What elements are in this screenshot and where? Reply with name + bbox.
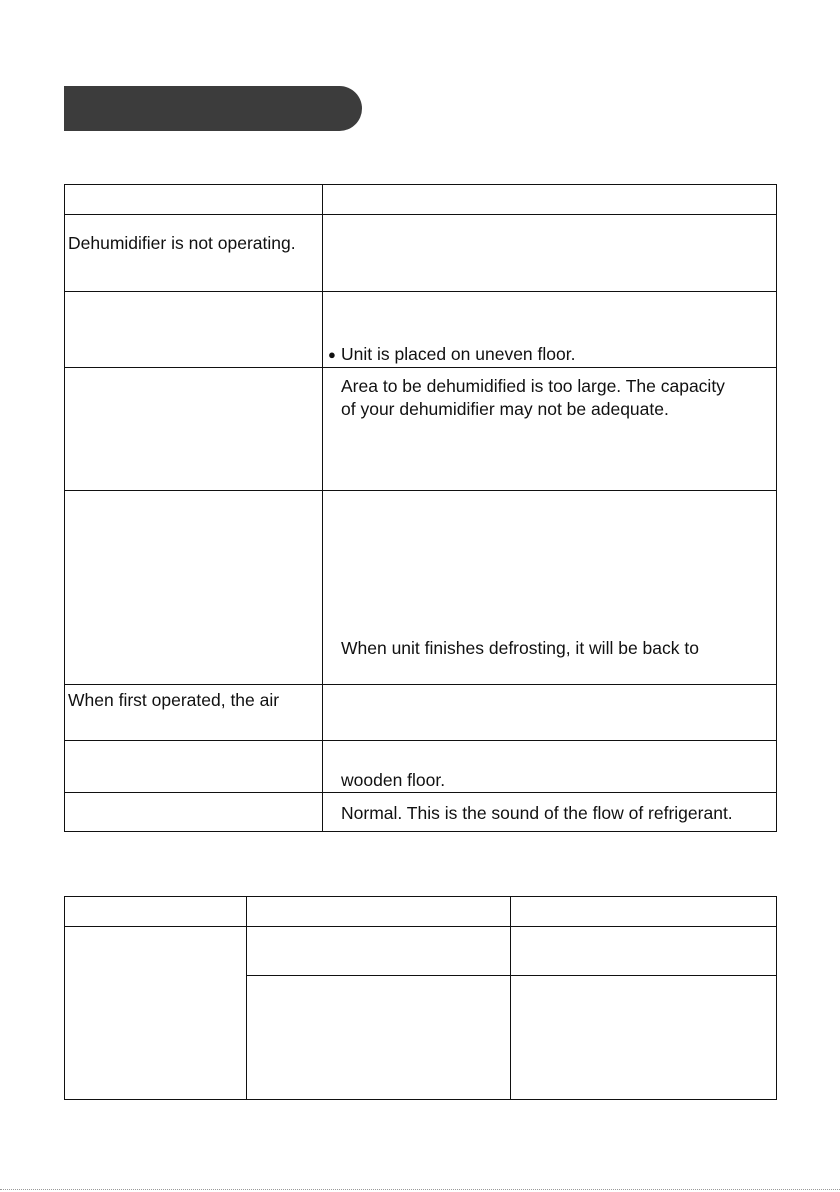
solution-cell [323,685,777,741]
header-cell [511,897,777,927]
header-cell [65,897,247,927]
solution-text: When unit finishes defrosting, it will be back to [341,638,699,658]
header-cell [247,897,511,927]
solution-text-line-1: Area to be dehumidified is too large. The capacity [341,376,725,396]
problem-cell [65,741,323,793]
table-row [65,215,777,292]
table-header-row [65,185,777,215]
solution-text: Unit is placed on uneven floor. [341,344,576,364]
solution-cell [323,292,777,368]
page-edge-divider [0,1189,840,1191]
problem-cell [65,368,323,491]
problem-cell [65,685,323,741]
problem-text: When first operated, the air [68,690,280,710]
table-row [65,793,777,832]
solution-cell [323,368,777,491]
table-row [65,741,777,793]
cause-cell [247,976,511,1100]
solution-text: Normal. This is the sound of the flow of refrigerant. [341,803,733,823]
action-cell [511,927,777,976]
troubleshooting-table [64,184,777,832]
solution-cell [323,793,777,832]
table-header-row [65,897,777,927]
problem-text: Dehumidifier is not operating. [68,233,296,253]
problem-header-cell [65,185,323,215]
table-row [65,491,777,685]
solution-text-line-2: of your dehumidifier may not be adequate. [341,399,669,419]
table-row [65,368,777,491]
section-header-tab [64,86,362,131]
code-cell [65,927,247,1100]
table-row [65,292,777,368]
solution-text: wooden floor. [341,770,446,790]
error-code-table [64,896,777,1100]
table-row [65,927,777,976]
problem-cell [65,215,323,292]
solution-cell [323,215,777,292]
problem-cell [65,793,323,832]
solution-cell [323,491,777,685]
problem-cell [65,491,323,685]
solution-header-cell [323,185,777,215]
solution-cell [323,741,777,793]
bullet-icon: ● [328,347,336,362]
table-row [65,685,777,741]
problem-cell [65,292,323,368]
action-cell [511,976,777,1100]
cause-cell [247,927,511,976]
